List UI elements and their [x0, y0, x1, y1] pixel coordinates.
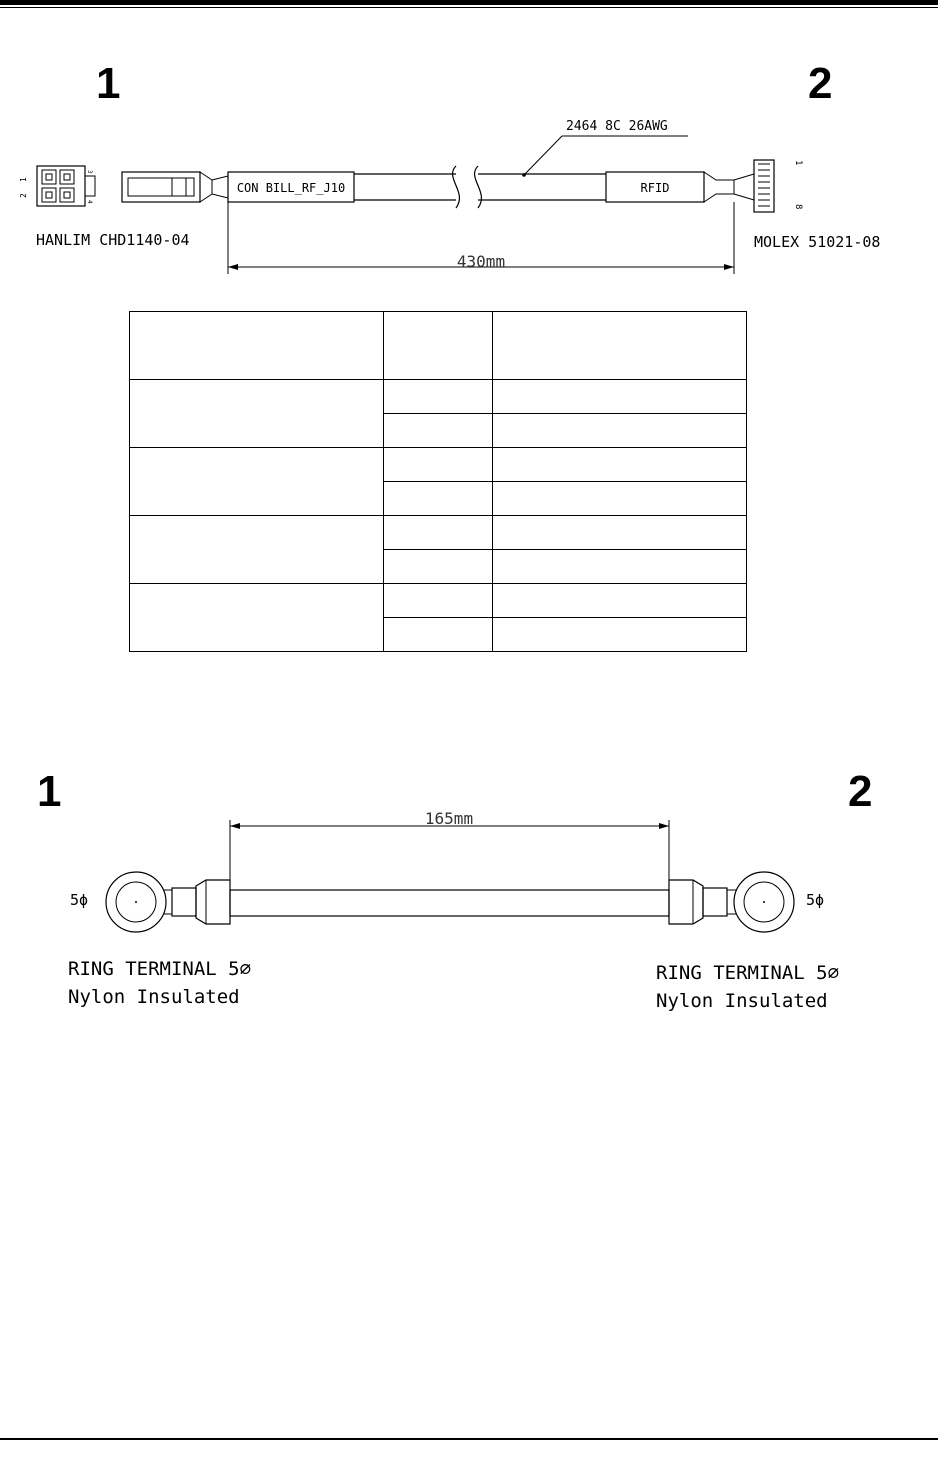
ring-terminal-left: [106, 872, 230, 932]
table-cell: [384, 584, 493, 618]
table-row: [130, 516, 747, 550]
cable1-length-label: 430mm: [456, 252, 506, 271]
housing-1-side-view: [122, 172, 228, 202]
connector-1-name: HANLIM CHD1140-04: [36, 231, 190, 249]
table-group-cell: [130, 380, 384, 448]
table-cell: [493, 618, 747, 652]
cable2-length-label: 165mm: [424, 809, 474, 828]
table-cell: [493, 380, 747, 414]
table-header-cell: [130, 312, 384, 380]
table-cell: [493, 482, 747, 516]
terminal-left-line2: Nylon Insulated: [68, 986, 240, 1008]
connector-2-body: [754, 160, 774, 212]
table-row: [130, 380, 747, 414]
pin-mapping-table: [129, 311, 747, 652]
table-group-cell: [130, 516, 384, 584]
housing-1-pin-label: 3: [86, 170, 93, 174]
cable2-drawing: [0, 800, 938, 940]
table-row: [130, 584, 747, 618]
housing-1-pin-label: 2: [19, 193, 28, 198]
terminal-right-line1: RING TERMINAL 5∅: [656, 962, 840, 984]
table-header-cell: [493, 312, 747, 380]
housing-1-pin-label: 4: [86, 200, 93, 204]
terminal-right-line2: Nylon Insulated: [656, 990, 828, 1012]
cable2-end-2-label: 2: [848, 767, 873, 816]
table-cell: [384, 550, 493, 584]
header-rule-thick: [0, 0, 938, 5]
cable1-drawing: [0, 100, 938, 280]
header-rule-thin: [0, 7, 938, 8]
table-group-cell: [130, 584, 384, 652]
terminal-left-line1: RING TERMINAL 5∅: [68, 958, 252, 980]
cable-break-mark: [453, 166, 460, 208]
table-cell: [493, 550, 747, 584]
footer-rule: [0, 1438, 938, 1440]
table-cell: [384, 380, 493, 414]
table-group-cell: [130, 448, 384, 516]
cable2-end-1-label: 1: [37, 767, 62, 816]
hole-size-left: 5ϕ: [70, 891, 89, 909]
table-cell: [384, 414, 493, 448]
table-cell: [493, 414, 747, 448]
table-cell: [493, 448, 747, 482]
table-row: [130, 448, 747, 482]
connector-2-pin-label: 1: [793, 160, 803, 166]
cable2-body: [230, 890, 669, 916]
label-tag-1-text: CON BILL_RF_J10: [236, 181, 346, 195]
connector-2-pin-label: 8: [793, 204, 803, 210]
hole-size-right: 5ϕ: [806, 891, 825, 909]
cable1-end-2-label: 2: [808, 59, 833, 108]
table-cell: [384, 448, 493, 482]
table-cell: [493, 516, 747, 550]
table-cell: [384, 482, 493, 516]
ring-terminal-right: [669, 872, 794, 932]
connector-2-name: MOLEX 51021-08: [754, 233, 881, 251]
table-cell: [384, 516, 493, 550]
label-tag-2-text: RFID: [640, 181, 670, 195]
table-cell: [493, 584, 747, 618]
housing-1-pin-label: 1: [19, 177, 28, 182]
table-header-cell: [384, 312, 493, 380]
table-cell: [384, 618, 493, 652]
cable1-end-1-label: 1: [96, 59, 121, 108]
wire-spec-label: 2464 8C 26AWG: [566, 119, 668, 134]
table-header-row: [130, 312, 747, 380]
cable-break-mark: [475, 166, 482, 208]
